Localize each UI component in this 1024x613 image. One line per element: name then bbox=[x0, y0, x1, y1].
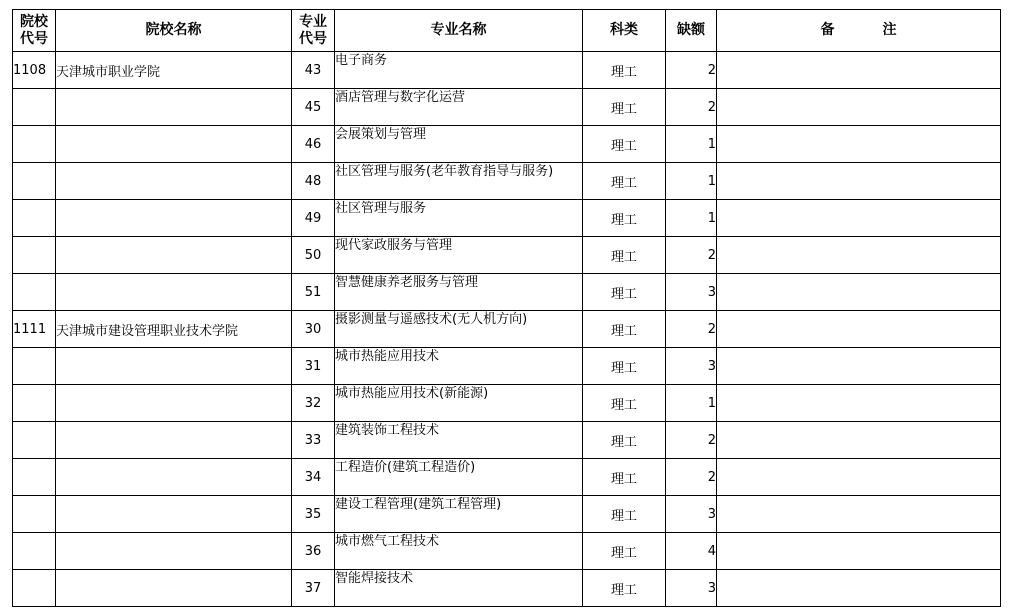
cell-category: 理工 bbox=[583, 459, 666, 496]
cell-category: 理工 bbox=[583, 311, 666, 348]
cell-vacancies: 2 bbox=[666, 422, 717, 459]
cell-remarks bbox=[717, 52, 1001, 89]
cell-vacancies: 3 bbox=[666, 274, 717, 311]
cell-remarks bbox=[717, 496, 1001, 533]
cell-vacancies: 3 bbox=[666, 496, 717, 533]
cell-remarks bbox=[717, 89, 1001, 126]
cell-major-code: 50 bbox=[292, 237, 335, 274]
cell-major-code: 37 bbox=[292, 570, 335, 607]
table-row bbox=[13, 163, 1001, 200]
cell-vacancies: 2 bbox=[666, 89, 717, 126]
header-school-name: 院校名称 bbox=[56, 10, 292, 52]
cell-major-name: 工程造价(建筑工程造价) bbox=[335, 459, 583, 496]
cell-major-code: 46 bbox=[292, 126, 335, 163]
cell-category: 理工 bbox=[583, 348, 666, 385]
cell-remarks bbox=[717, 385, 1001, 422]
cell-school-code bbox=[13, 163, 56, 200]
cell-major-name: 会展策划与管理 bbox=[335, 126, 583, 163]
cell-category: 理工 bbox=[583, 385, 666, 422]
table-body bbox=[13, 52, 1001, 607]
cell-major-name: 城市燃气工程技术 bbox=[335, 533, 583, 570]
cell-school-code bbox=[13, 496, 56, 533]
cell-remarks bbox=[717, 422, 1001, 459]
cell-major-name: 现代家政服务与管理 bbox=[335, 237, 583, 274]
cell-major-name: 社区管理与服务(老年教育指导与服务) bbox=[335, 163, 583, 200]
cell-school-code: 1108 bbox=[13, 52, 56, 89]
cell-remarks bbox=[717, 348, 1001, 385]
cell-major-name: 摄影测量与遥感技术(无人机方向) bbox=[335, 311, 583, 348]
table-row bbox=[13, 311, 1001, 348]
cell-major-code: 49 bbox=[292, 200, 335, 237]
cell-school-code bbox=[13, 237, 56, 274]
header-school-code: 院校 代号 bbox=[13, 10, 56, 52]
cell-category: 理工 bbox=[583, 237, 666, 274]
cell-school-name bbox=[56, 533, 292, 570]
cell-major-code: 36 bbox=[292, 533, 335, 570]
cell-vacancies: 3 bbox=[666, 570, 717, 607]
cell-school-code bbox=[13, 570, 56, 607]
header-row bbox=[13, 10, 1001, 52]
cell-major-code: 35 bbox=[292, 496, 335, 533]
cell-school-name: 天津城市建设管理职业技术学院 bbox=[56, 311, 292, 348]
cell-school-name: 天津城市职业学院 bbox=[56, 52, 292, 89]
cell-school-name bbox=[56, 274, 292, 311]
cell-school-code bbox=[13, 459, 56, 496]
cell-school-code: 1111 bbox=[13, 311, 56, 348]
cell-major-code: 43 bbox=[292, 52, 335, 89]
cell-major-name: 智慧健康养老服务与管理 bbox=[335, 274, 583, 311]
cell-remarks bbox=[717, 126, 1001, 163]
cell-major-name: 智能焊接技术 bbox=[335, 570, 583, 607]
cell-major-name: 城市热能应用技术(新能源) bbox=[335, 385, 583, 422]
cell-major-name: 城市热能应用技术 bbox=[335, 348, 583, 385]
cell-school-code bbox=[13, 126, 56, 163]
cell-school-name bbox=[56, 496, 292, 533]
header-major-code: 专业 代号 bbox=[292, 10, 335, 52]
cell-category: 理工 bbox=[583, 533, 666, 570]
cell-vacancies: 2 bbox=[666, 311, 717, 348]
cell-school-name bbox=[56, 348, 292, 385]
cell-vacancies: 1 bbox=[666, 126, 717, 163]
header-category: 科类 bbox=[583, 10, 666, 52]
table-row bbox=[13, 459, 1001, 496]
cell-school-name bbox=[56, 422, 292, 459]
table-row bbox=[13, 89, 1001, 126]
cell-school-code bbox=[13, 533, 56, 570]
cell-category: 理工 bbox=[583, 163, 666, 200]
cell-school-name bbox=[56, 237, 292, 274]
table-row bbox=[13, 570, 1001, 607]
cell-category: 理工 bbox=[583, 126, 666, 163]
cell-category: 理工 bbox=[583, 89, 666, 126]
cell-vacancies: 1 bbox=[666, 385, 717, 422]
cell-school-code bbox=[13, 274, 56, 311]
cell-school-name bbox=[56, 163, 292, 200]
cell-vacancies: 2 bbox=[666, 459, 717, 496]
table-row bbox=[13, 126, 1001, 163]
table-row bbox=[13, 52, 1001, 89]
cell-vacancies: 1 bbox=[666, 200, 717, 237]
table-row bbox=[13, 496, 1001, 533]
cell-major-name: 社区管理与服务 bbox=[335, 200, 583, 237]
cell-school-name bbox=[56, 570, 292, 607]
header-remarks: 备 注 bbox=[717, 10, 1001, 52]
table-row bbox=[13, 274, 1001, 311]
table-row bbox=[13, 422, 1001, 459]
cell-school-name bbox=[56, 200, 292, 237]
cell-remarks bbox=[717, 200, 1001, 237]
cell-school-code bbox=[13, 348, 56, 385]
cell-school-name bbox=[56, 126, 292, 163]
cell-major-code: 30 bbox=[292, 311, 335, 348]
cell-school-code bbox=[13, 89, 56, 126]
cell-vacancies: 1 bbox=[666, 163, 717, 200]
cell-category: 理工 bbox=[583, 422, 666, 459]
cell-remarks bbox=[717, 570, 1001, 607]
cell-category: 理工 bbox=[583, 496, 666, 533]
vacancy-table bbox=[12, 9, 1001, 607]
cell-school-name bbox=[56, 385, 292, 422]
cell-major-code: 51 bbox=[292, 274, 335, 311]
cell-major-name: 建设工程管理(建筑工程管理) bbox=[335, 496, 583, 533]
cell-major-name: 酒店管理与数字化运营 bbox=[335, 89, 583, 126]
cell-major-code: 31 bbox=[292, 348, 335, 385]
cell-remarks bbox=[717, 311, 1001, 348]
cell-major-code: 48 bbox=[292, 163, 335, 200]
cell-category: 理工 bbox=[583, 570, 666, 607]
table-row bbox=[13, 385, 1001, 422]
header-vacancies: 缺额 bbox=[666, 10, 717, 52]
cell-major-name: 电子商务 bbox=[335, 52, 583, 89]
table-row bbox=[13, 200, 1001, 237]
cell-remarks bbox=[717, 459, 1001, 496]
cell-major-code: 32 bbox=[292, 385, 335, 422]
cell-vacancies: 4 bbox=[666, 533, 717, 570]
cell-school-code bbox=[13, 200, 56, 237]
cell-remarks bbox=[717, 533, 1001, 570]
cell-major-code: 34 bbox=[292, 459, 335, 496]
cell-category: 理工 bbox=[583, 274, 666, 311]
cell-vacancies: 2 bbox=[666, 52, 717, 89]
cell-remarks bbox=[717, 237, 1001, 274]
cell-vacancies: 2 bbox=[666, 237, 717, 274]
cell-category: 理工 bbox=[583, 200, 666, 237]
cell-school-name bbox=[56, 89, 292, 126]
cell-major-name: 建筑装饰工程技术 bbox=[335, 422, 583, 459]
cell-vacancies: 3 bbox=[666, 348, 717, 385]
cell-school-code bbox=[13, 422, 56, 459]
cell-remarks bbox=[717, 163, 1001, 200]
cell-category: 理工 bbox=[583, 52, 666, 89]
cell-remarks bbox=[717, 274, 1001, 311]
table-row bbox=[13, 237, 1001, 274]
table-row bbox=[13, 348, 1001, 385]
cell-school-code bbox=[13, 385, 56, 422]
cell-school-name bbox=[56, 459, 292, 496]
cell-major-code: 45 bbox=[292, 89, 335, 126]
table-row bbox=[13, 533, 1001, 570]
header-major-name: 专业名称 bbox=[335, 10, 583, 52]
cell-major-code: 33 bbox=[292, 422, 335, 459]
